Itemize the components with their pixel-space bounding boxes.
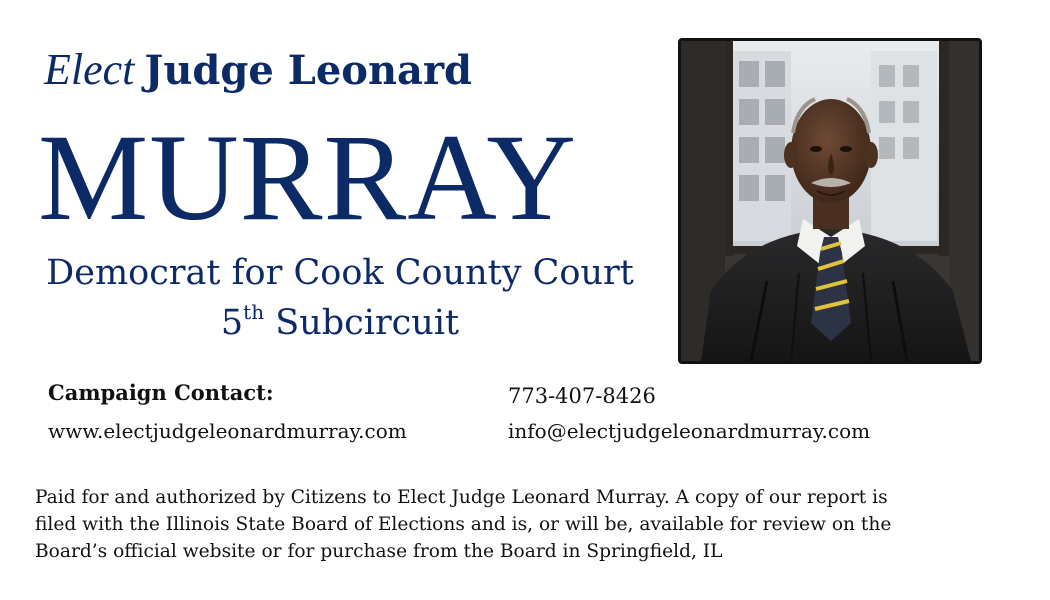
elect-word: Elect (44, 45, 135, 94)
heading-line (44, 45, 473, 94)
campaign-contact-label: Campaign Contact: (48, 380, 274, 405)
paid-for-disclaimer (35, 484, 1025, 565)
subcircuit-word: Subcircuit (275, 303, 460, 343)
subcircuit-ordinal-suffix: th (243, 300, 265, 324)
disclaimer-line: Board’s official website or for purchase from the Board in Springfield, IL (35, 541, 723, 562)
disclaimer-line: filed with the Illinois State Board of Elections and is, or will be, available for review on the (35, 514, 892, 535)
subcircuit-number: 5 (220, 303, 244, 343)
candidate-title-name: Judge Leonard (144, 47, 473, 94)
office-line: Democrat for Cook County Court (46, 253, 634, 293)
contact-email-link[interactable]: info@electjudgeleonardmurray.com (508, 419, 871, 443)
contact-website-link[interactable]: www.electjudgeleonardmurray.com (48, 419, 407, 443)
subcircuit-line (0, 300, 680, 343)
contact-phone[interactable]: 773-407-8426 (508, 384, 656, 408)
candidate-photo (678, 38, 982, 364)
candidate-portrait-image (681, 41, 979, 361)
candidate-surname: MURRAY (38, 109, 577, 246)
disclaimer-line: Paid for and authorized by Citizens to Elect Judge Leonard Murray. A copy of our report is (35, 487, 888, 508)
